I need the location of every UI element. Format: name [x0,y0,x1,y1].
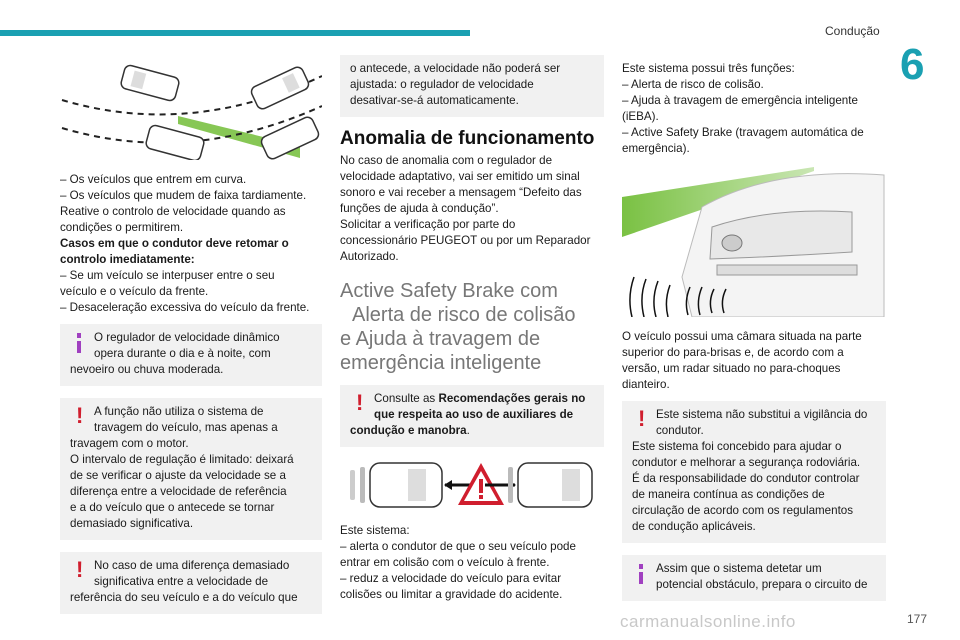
warning-line: travagem com o motor. [70,437,189,450]
text-line: Este sistema: [340,524,410,537]
page-number: 177 [907,612,928,626]
header-accent-bar [0,30,470,36]
section-title-line: Active Safety Brake com [340,280,558,302]
info-line: potencial obstáculo, prepara o circuito de [656,578,868,591]
warning-bold: que respeita ao uso de auxiliares de [374,408,574,421]
info-line: nevoeiro ou chuva moderada. [70,363,224,376]
box-line: o antecede, a velocidade não poderá ser [350,62,561,75]
warning-icon: ! [356,390,364,415]
info-line: opera durante o dia e à noite, com [94,347,271,360]
text-line: – Active Safety Brake (travagem automática de [622,126,864,139]
warning-line: circulação de acordo com os regulamentos [632,504,854,517]
warning-line: condutor e melhorar a segurança rodoviária. [632,456,861,469]
bold-heading: Casos em que o condutor deve retomar o [60,237,289,250]
box-line: ajustada: o regulador de velocidade [350,78,534,91]
warning-line: significativa entre a velocidade de [94,575,269,588]
warning-line: A função não utiliza o sistema de [94,405,264,418]
text-line: emergência). [622,142,690,155]
warning-text: . [466,424,470,437]
illustration-van-radar [622,167,886,317]
box-line: desativar-se-á automaticamente. [350,94,519,107]
warning-box [60,552,322,614]
text-line: – alerta o condutor de que o seu veículo pode [340,540,576,553]
warning-line: travagem do veículo, mas apenas a [94,421,278,434]
warning-line: de maneira contínua as condições de [632,488,825,501]
warning-line: diferença entre a velocidade de referência [70,485,287,498]
warning-line: referência do seu veículo e a do veículo que [70,591,298,604]
text-line: – Alerta de risco de colisão. [622,78,764,91]
continued-box [340,55,604,117]
chapter-number: 6 [900,40,925,89]
warning-box [60,398,322,540]
text-line: sonoro e vai receber a mensagem “Defeito das [340,186,582,199]
warning-bold: condução e manobra [350,424,467,437]
text-line: – reduz a velocidade do veículo para evitar [340,572,562,585]
text-line: Solicitar a verificação por parte do [340,218,516,231]
text-line: entrar em colisão com o veículo à frente. [340,556,550,569]
section-title-line: e Ajuda à travagem de [340,328,541,350]
bold-heading: controlo imediatamente: [60,253,195,266]
text-line: funções de ajuda à condução”. [340,202,499,215]
warning-line: Este sistema foi concebido para ajudar o [632,440,842,453]
illustration-curve-traffic [60,58,322,160]
info-box [622,555,886,601]
column-3 [622,61,886,601]
illustration-collision-warning [340,455,604,515]
section-title-line: emergência inteligente [340,352,542,374]
section-title-line: Alerta de risco de colisão [352,304,576,326]
warning-icon: ! [76,557,84,582]
warning-line: de condução aplicáveis. [632,520,756,533]
text-line: – Desaceleração excessiva do veículo da frente. [60,301,310,314]
text-line: veículo e o veículo da frente. [60,285,209,298]
warning-box [622,401,886,543]
info-icon [77,333,81,353]
info-box [60,324,322,386]
text-line: dianteiro. [622,378,670,391]
warning-line: É da responsabilidade do condutor controlar [632,472,860,485]
warning-line: Este sistema não substitui a vigilância do [656,408,868,421]
warning-icon: ! [638,406,646,431]
warning-line: e a do veículo que o antecede se tornar [70,501,275,514]
text-line: Autorizado. [340,250,399,263]
text-line: (iEBA). [622,110,659,123]
warning-line: No caso de uma diferença demasiado [94,559,290,572]
text-line: No caso de anomalia com o regulador de [340,154,553,167]
info-line: O regulador de velocidade dinâmico [94,331,280,344]
text-line: – Os veículos que mudem de faixa tardiamente. [60,189,307,202]
warning-text: Consulte as [374,392,439,405]
info-line: Assim que o sistema detetar um [656,562,822,575]
info-icon [639,564,643,584]
warning-line: demasiado significativa. [70,517,194,530]
section-title: Condução [825,24,880,38]
warning-line: de se verificar o ajuste da velocidade se a [70,469,286,482]
text-line: concessionário PEUGEOT ou por um Reparador [340,234,591,247]
text-line: condições o permitirem. [60,221,184,234]
text-line: Reative o controlo de velocidade quando as [60,205,286,218]
warning-icon: ! [76,403,84,428]
warning-box [340,385,604,447]
text-line: – Os veículos que entrem em curva. [60,173,247,186]
column-2 [340,55,604,603]
text-line: O veículo possui uma câmara situada na parte [622,330,862,343]
text-line: – Se um veículo se interpuser entre o seu [60,269,275,282]
text-line: Este sistema possui três funções: [622,62,795,75]
text-line: versão, um radar situado no para-choques [622,362,841,375]
heading-malfunction: Anomalia de funcionamento [340,128,595,149]
text-line: velocidade adaptativo, vai ser emitido um sinal [340,170,580,183]
text-line: colisões ou limitar a gravidade do acidente. [340,588,563,601]
warning-line: O intervalo de regulação é limitado: deixará [70,453,294,466]
warning-line: condutor. [656,424,704,437]
column-1 [60,58,322,614]
watermark: carmanualsonline.info [620,612,796,631]
text-line: superior do para-brisas e, de acordo com a [622,346,844,359]
warning-bold: Recomendações gerais no [438,392,586,405]
text-line: – Ajuda à travagem de emergência inteligente [622,94,858,107]
